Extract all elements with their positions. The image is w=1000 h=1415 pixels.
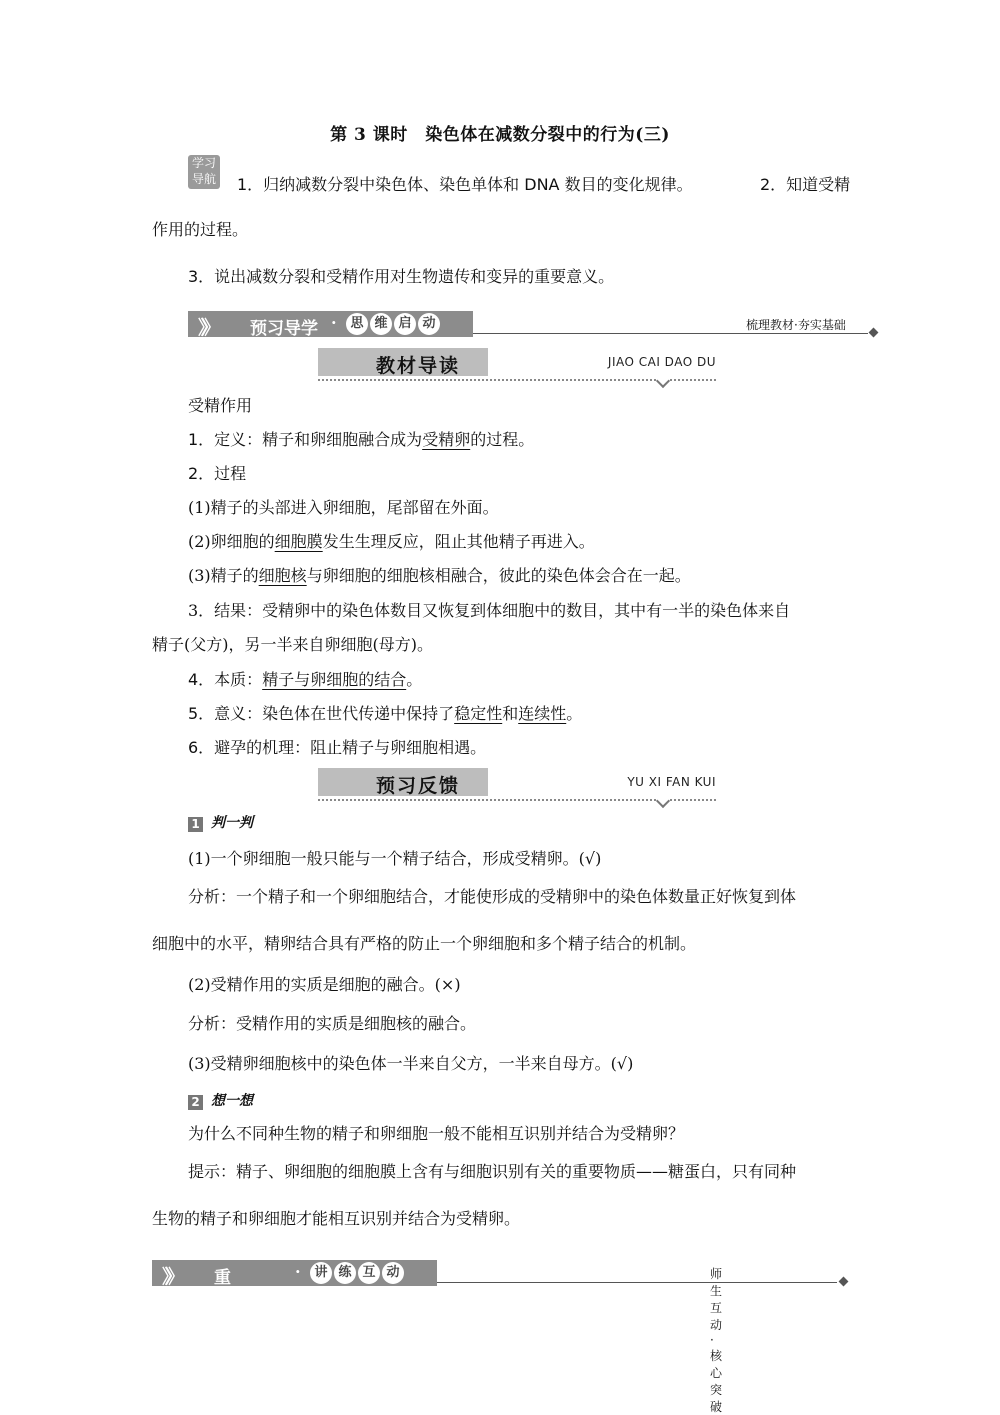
goal-1: 1．归纳减数分裂中染色体、染色单体和 DNA 数目的变化规律。 (237, 175, 693, 194)
subheading-preview-feedback (318, 768, 716, 796)
banner-title: 重难解读 (214, 1268, 231, 1363)
banner-circle-words (310, 1262, 404, 1284)
chevron-down-icon (656, 374, 670, 388)
think-hint-line1: 提示：精子、卵细胞的细胞膜上含有与细胞识别有关的重要物质——糖蛋白，只有同种 (188, 1162, 797, 1181)
goal-2-end: 作用的过程。 (152, 220, 249, 239)
essence-label: 4．本质： (188, 670, 263, 689)
subheading-cn: 预习反馈 (376, 775, 461, 797)
badge-line-1: 学习 (191, 156, 216, 170)
circle-char: 练 (334, 1262, 356, 1284)
banner-circle-words (346, 313, 440, 335)
step-3-text: (3)精子的 (188, 566, 259, 585)
process-step-1: (1)精子的头部进入卵细胞，尾部留在外面。 (188, 498, 499, 517)
meaning-and: 和 (502, 704, 519, 723)
subheading-en: JIAO CAI DAO DU (607, 355, 716, 369)
banner-subtitle: 师生互动·核心突破 (710, 1267, 723, 1414)
diamond-icon (869, 328, 879, 338)
step-2-tail: 发生生理反应，阻止其他精子再进入。 (322, 532, 595, 551)
definition-line (188, 430, 534, 450)
judge-a2: 分析：受精作用的实质是细胞核的融合。 (188, 1014, 477, 1033)
think-question: 为什么不同种生物的精子和卵细胞一般不能相互识别并结合为受精卵？ (188, 1124, 685, 1143)
essence-key: 精子与卵细胞的结合 (262, 670, 407, 689)
process-step-3 (188, 566, 691, 586)
banner-title: 预习导学 (250, 319, 318, 339)
page-title: 第 3 课时 染色体在减数分裂中的行为(三) (330, 125, 670, 145)
step-3-key: 细胞核 (258, 566, 307, 585)
meaning-key-2: 连续性 (518, 704, 567, 723)
think-hint-line2: 生物的精子和卵细胞才能相互识别并结合为受精卵。 (152, 1209, 521, 1228)
circle-char: 动 (418, 313, 440, 335)
diamond-icon (839, 1277, 849, 1287)
judge-a1-line2: 细胞中的水平，精卵结合具有严格的防止一个卵细胞和多个精子结合的机制。 (152, 934, 697, 953)
essence-tail: 。 (406, 670, 423, 689)
goal-2-start: 2．知道受精 (760, 175, 851, 194)
chevron-down-icon (656, 794, 670, 808)
circle-char: 互 (358, 1262, 380, 1284)
meaning-key-1: 稳定性 (454, 704, 503, 723)
circle-char: 思 (346, 313, 368, 335)
judge-label: 判一判 (211, 815, 253, 831)
meaning-text: 5．意义：染色体在世代传递中保持了 (188, 704, 455, 723)
definition-text: 1．定义：精子和卵细胞融合成为 (188, 430, 423, 449)
think-label: 想一想 (211, 1093, 253, 1109)
chevron-icon: 》》 (162, 1266, 179, 1288)
judge-header (188, 812, 253, 832)
circle-char: 讲 (310, 1262, 332, 1284)
subheading-cn: 教材导读 (376, 355, 461, 377)
banner-dot: · (295, 1262, 301, 1281)
judge-q2: (2)受精作用的实质是细胞的融合。(×) (188, 975, 461, 994)
banner-subtitle: 梳理教材·夯实基础 (746, 318, 846, 332)
subheading-en: YU XI FAN KUI (627, 775, 716, 789)
step-3-tail: 与卵细胞的细胞核相融合，彼此的染色体会合在一起。 (306, 566, 691, 585)
essence-line (188, 670, 422, 690)
process-title: 2．过程 (188, 464, 247, 483)
banner-rule (437, 1282, 837, 1283)
definition-tail: 的过程。 (470, 430, 535, 449)
banner-dot: · (331, 313, 337, 332)
section-banner-preview (188, 311, 888, 337)
subheading-textbook-reading (318, 348, 716, 376)
result-line-2: 精子(父方)，另一半来自卵细胞(母方)。 (152, 635, 433, 654)
meaning-line (188, 704, 582, 724)
judge-q1: (1)一个卵细胞一般只能与一个精子结合，形成受精卵。(√) (188, 849, 602, 868)
goal-3: 3．说出减数分裂和受精作用对生物遗传和变异的重要意义。 (188, 267, 615, 286)
circle-char: 维 (370, 313, 392, 335)
meaning-tail: 。 (566, 704, 583, 723)
judge-q3: (3)受精卵细胞核中的染色体一半来自父方，一半来自母方。(√) (188, 1054, 634, 1073)
number-badge: 1 (188, 817, 203, 832)
chevron-icon: 》》 (198, 317, 215, 339)
banner-rule (473, 333, 868, 334)
circle-char: 启 (394, 313, 416, 335)
result-text: 3．结果：受精卵中的染色体数目又恢复到体细胞中的数目，其中有一半的染色体来自 (188, 601, 791, 620)
study-guide-badge (188, 155, 220, 189)
contraception-line: 6．避孕的机理：阻止精子与卵细胞相遇。 (188, 738, 487, 757)
judge-a1-line1: 分析：一个精子和一个卵细胞结合，才能使形成的受精卵中的染色体数量正好恢复到体 (188, 887, 797, 906)
badge-line-2: 导航 (191, 172, 216, 186)
reading-heading: 受精作用 (188, 396, 253, 415)
circle-char: 动 (382, 1262, 404, 1284)
process-step-2 (188, 532, 595, 552)
think-header (188, 1090, 253, 1110)
step-2-text: (2)卵细胞的 (188, 532, 275, 551)
step-2-key: 细胞膜 (274, 532, 323, 551)
number-badge: 2 (188, 1095, 203, 1110)
definition-key: 受精卵 (422, 430, 471, 449)
result-line-1 (188, 601, 790, 621)
